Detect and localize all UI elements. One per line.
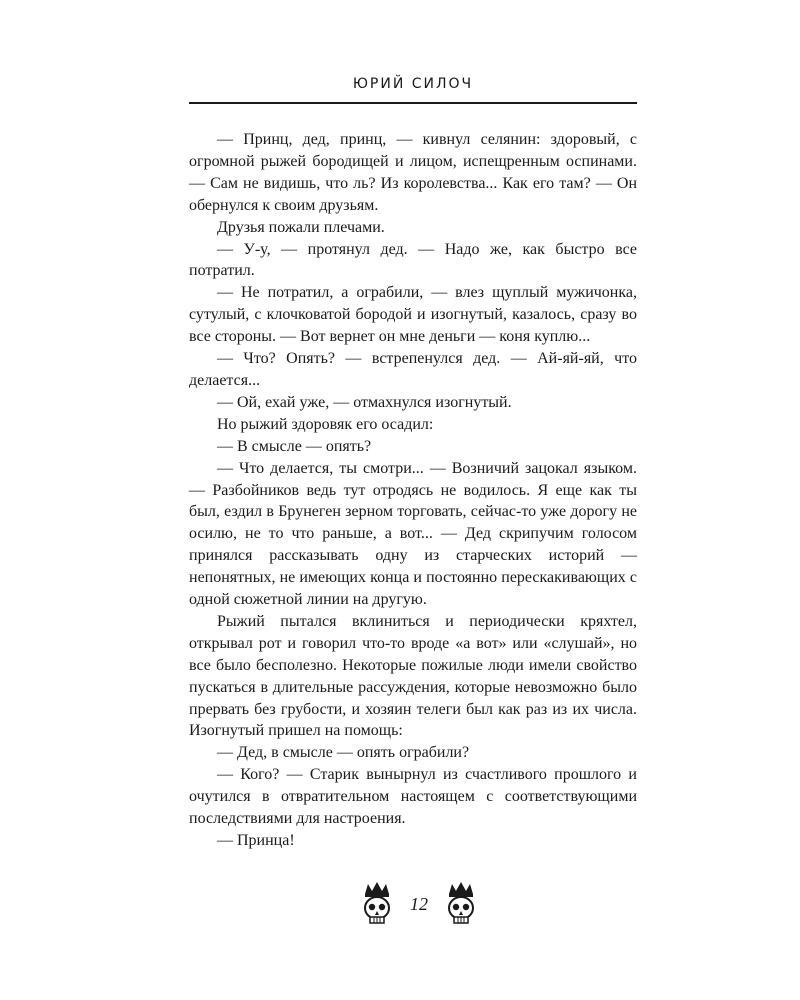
paragraph: Рыжий пытался вклиниться и периодически кряхтел, открывал рот и говорил что-то вроде «а вот» или «слушай», но все было бесполезно. Некоторые пожилые люди имели свойство пускаться в длительные рассуждения, которые невозможно было прервать без грубости, и хозяин телеги был как раз из их числа. Изогнутый пришел на помощь:: [189, 612, 637, 740]
paragraph: — Ой, ехай уже, — отмахнулся изогнутый.: [217, 393, 512, 411]
body-text: [189, 129, 637, 852]
paragraph: — У-у, — протянул дед. — Надо же, как быстро все потратил.: [189, 240, 637, 280]
running-header: ЮРИЙ СИЛОЧ: [352, 76, 474, 92]
page-number: 12: [410, 894, 428, 914]
paragraph: — Дед, в смысле — опять ограбили?: [217, 744, 470, 762]
paragraph: — Кого? — Старик вынырнул из счастливого прошлого и очутился в отвратительном настоящем с соответствующими последствиями для настроения.: [189, 766, 637, 828]
header-rule: [189, 102, 637, 104]
paragraph: Друзья пожали плечами.: [217, 218, 385, 236]
paragraph: — Что делается, ты смотри... — Возничий зацокал языком. — Разбойников ведь тут отродясь не водилось. Я еще как ты был, ездил в Брунеген зерном торговать, сейчас-то уже дорогу не осилю, не то что раньше, а вот... — Дед скрипучим голосом принялся рассказывать одну из старческих историй — непонятных, не имеющих конца и постоянно перескакивающих с одной сюжетной линии на другую.: [189, 459, 637, 609]
paragraph: — Не потратил, а ограбили, — влез щуплый мужичонка, сутулый, с клочковатой бородой и изогнутый, казалось, сразу во все стороны. — Вот вернет он мне деньги — коня куплю...: [189, 284, 637, 346]
page-footer: [360, 880, 480, 928]
paragraph: — В смысле — опять?: [217, 437, 372, 455]
paragraph: — Принца!: [217, 832, 295, 849]
paragraph: — Принц, дед, принц, — кивнул селянин: здоровый, с огромной рыжей бородищей и лицом, испещренным оспинами. — Сам не видишь, что ль? Из королевства... Как его там? — Он обернулся к своим друзьям.: [189, 131, 637, 214]
paragraph: Но рыжий здоровяк его осадил:: [217, 415, 434, 433]
crowned-skull-icon: [444, 880, 478, 926]
crowned-skull-icon: [360, 880, 394, 926]
paragraph: — Что? Опять? — встрепенулся дед. — Ай-яй-яй, что делается...: [189, 350, 637, 389]
